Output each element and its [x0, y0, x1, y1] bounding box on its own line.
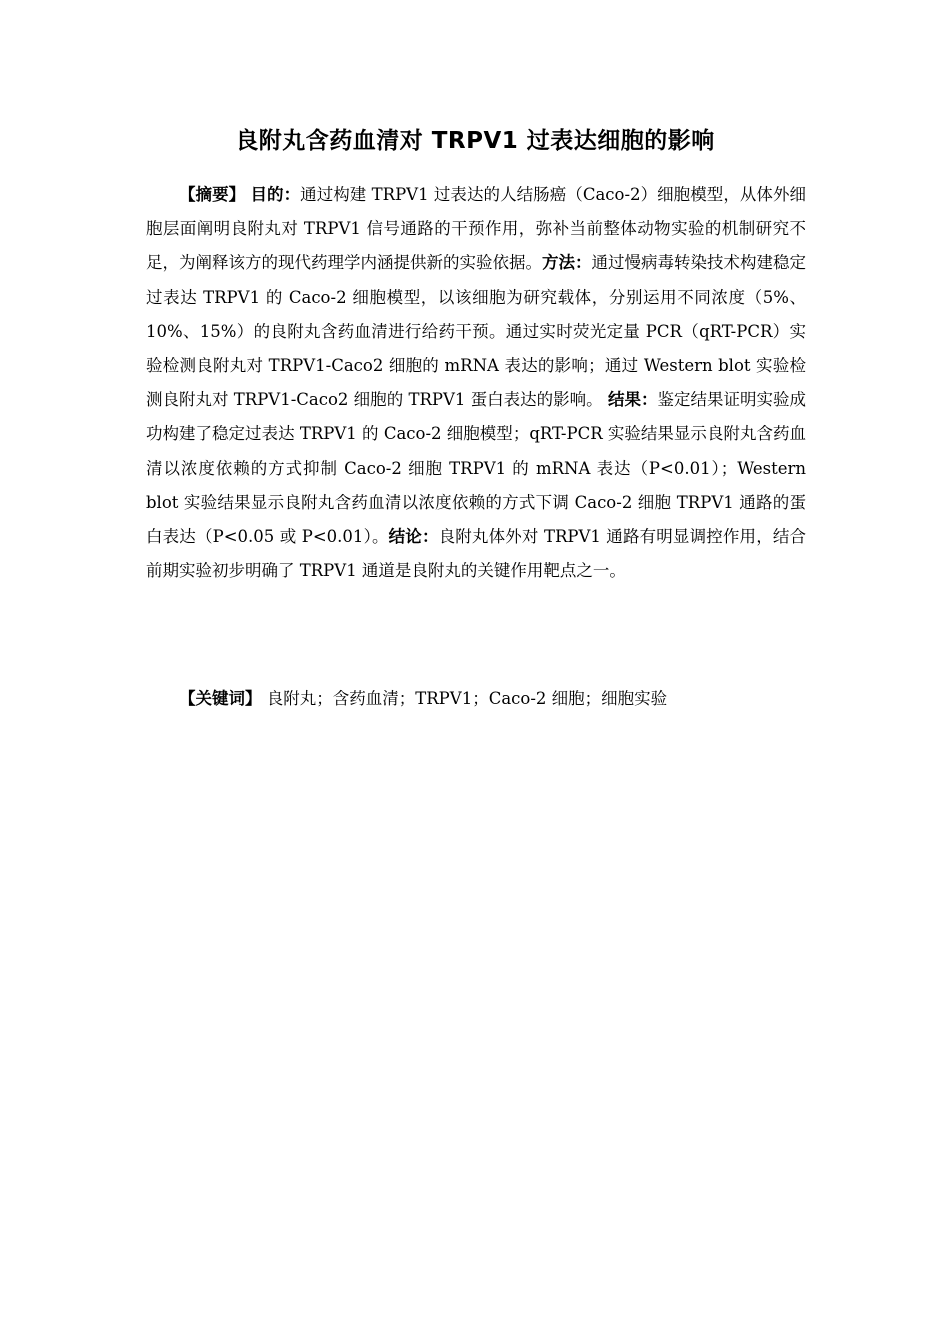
paper-title: 良附丸含药血清对 TRPV1 过表达细胞的影响	[235, 128, 715, 154]
keywords-line	[179, 682, 819, 716]
objective-text: 通过构建 TRPV1 过表达的人结肠癌（Caco-2）细胞模型，从体外细胞层面阐明良附丸对 TRPV1 信号通路的干预作用，弥补当前整体动物实验的机制研究不足，为阐释该方的现代药理学内涵提供新的实验依据。	[146, 185, 807, 273]
results-label: 结果：	[607, 390, 658, 410]
abstract-paragraph	[146, 178, 806, 588]
methods-text: 通过慢病毒转染技术构建稳定过表达 TRPV1 的 Caco-2 细胞模型，以该细胞为研究载体，分别运用不同浓度（5%、10%、15%）的良附丸含药血清进行给药干预。通过实时荧光定量 PCR（qRT-PCR）实验检测良附丸对 TRPV1-Caco2 细胞的 mRNA 表达的影响；通过 Western blot 实验检测良附丸对 TRPV1-Caco2 细胞的 TRPV1 蛋白表达的影响。	[146, 253, 806, 410]
conclusion-label: 结论：	[388, 527, 439, 547]
keywords-text: 良附丸；含药血清；TRPV1；Caco-2 细胞；细胞实验	[266, 689, 668, 708]
methods-label: 方法：	[542, 253, 592, 273]
conclusion-text: 良附丸体外对 TRPV1 通路有明显调控作用，结合前期实验初步明确了 TRPV1 通道是良附丸的关键作用靶点之一。	[146, 527, 807, 581]
keywords-label: 【关键词】	[179, 689, 262, 708]
results-text: 鉴定结果证明实验成功构建了稳定过表达 TRPV1 的 Caco-2 细胞模型；qRT-PCR 实验结果显示良附丸含药血清以浓度依赖的方式抑制 Caco-2 细胞 TRPV1 的 mRNA 表达（P<0.01）；Western blot 实验结果显示良附丸含药血清以浓度依赖的方式下调 Caco-2 细胞 TRPV1 通路的蛋白表达（P<0.05 或 P<0.01）。	[146, 390, 807, 547]
abstract-label: 【摘要】	[179, 185, 246, 204]
objective-label: 目的：	[250, 185, 301, 204]
